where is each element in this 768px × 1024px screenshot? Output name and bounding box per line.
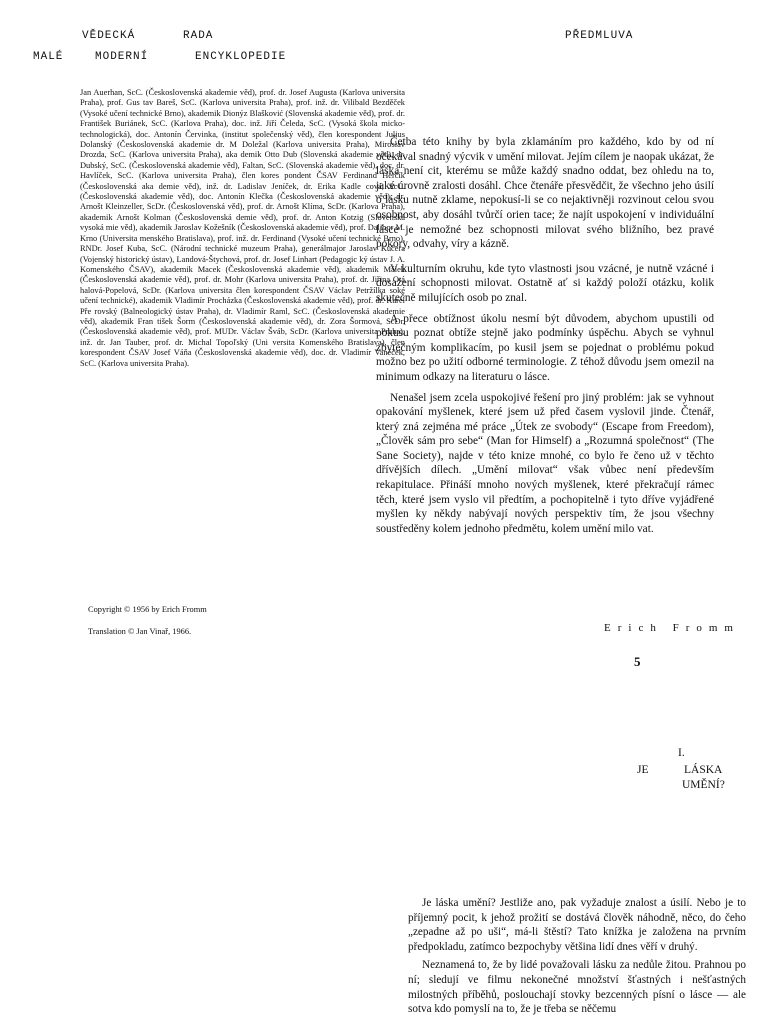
author-signature: Erich Fromm — [604, 622, 740, 634]
preface-paragraph: Četba této knihy by byla zklamáním pro každého, kdo by od ní očekával snadný výcvik v umění milovat. Jejím cílem je naopak ukázat, že láska není cit, kterému se může každý snadno oddat, bez ohledu na to, jaké úrovně zralosti dosáhl. Chce čtenáře přesvědčit, že všechno jeho úsilí o lásku nutně zklame, nepokusí-li se co nejaktivněji rozvinout celou svou osobnost, aby dosáhl tvůrčí orien tace; že najít uspokojení v individuální lásce je nemožné bez schopnosti milovat svého bližního, bez pravé pokory, odvahy, víry a kázně. — [376, 136, 714, 251]
preface-paragraph: A přece obtížnost úkolu nesmí být důvodem, abychom upustili od pokusu poznat obtíže stejně jako podmínky úspěchu. Abych se vyhnul zbytečným komplikacím, po kusil jsem se pojednat o problému pokud možno bez po užití odborné terminologie. Z téhož důvodu jsem omezil na minimum odkazy na literaturu o lásce. — [376, 312, 714, 383]
preface-paragraph: Nenašel jsem zcela uspokojivé řešení pro jiný problém: jak se vyhnout opakování myšlenek, které jsem už před časem vyslovil jinde. Čtenář, který zná zejména mé práce „Útek ze svobody“ (Escape from Freedom), „Člověk sám pro sebe“ (Man for Himself) a „Rozumná společnost“ (The Sane Society), najde v této knize mnohé, co bylo ře čeno už v těchto dřívějších dílech. „Umění milovat“ však vůbec není především rekapitulace. Přináší mnoho nových myšlenek, které překračují rámec těch, které jsem vyslo vil předtím, a pochopitelně i tyto dříve vyjádřené myšlen ky někdy nabývají nových perspektiv tím, že jsou všechny soustředěny kolem jednoho předmětu, kolem umění milo vat. — [376, 391, 714, 535]
chapter-title-umeni: UMĚNÍ? — [682, 779, 725, 791]
copyright-line: Copyright © 1956 by Erich Fromm — [88, 605, 207, 614]
chapter-paragraph: Je láska umění? Jestliže ano, pak vyžaduje znalost a úsilí. Nebo je to příjemný pocit, k jehož prožití se dostává člověk náhodně, něco, do čeho „zepadne až po uši“, má-li štěstí? Tato knížka je založena na prvním předpokladu, zatímco bezpochyby většina lidí dnes věří v druhý. — [408, 897, 746, 953]
chapter-title-je: JE — [637, 764, 649, 776]
chapter-intro-text — [408, 896, 746, 1021]
preface-paragraph: V kulturním okruhu, kde tyto vlastnosti jsou vzácné, je nutně vzácné i dosažení schopnosti milovat. Ostatně ať si každý položí otázku, kolik skutečně milujících osob po znal. — [376, 262, 714, 304]
series-title-encyklopedie: ENCYKLOPEDIE — [195, 51, 287, 63]
series-title-moderni: MODERNÍ — [95, 51, 149, 63]
series-title-male: MALÉ — [33, 51, 64, 63]
series-title-rada: RADA — [183, 30, 214, 42]
chapter-paragraph: Neznamená to, že by lidé považovali lásku za nedůle žitou. Prahnou po ní; sledují ve filmu nekonečné množství šťastných i nešťastných milostných příběhů, poslouchají stovky bezcenných písní o lásce — ale sotva kdo pomyslí na to, že je třeba se něčemu — [408, 959, 746, 1016]
series-title-vedecka: VĚDECKÁ — [82, 30, 136, 42]
preface-text — [376, 135, 714, 546]
chapter-number: I. — [678, 747, 685, 759]
translation-line: Translation © Jan Vinař, 1966. — [88, 627, 192, 636]
section-title: PŘEDMLUVA — [565, 30, 634, 42]
chapter-title-laska: LÁSKA — [684, 764, 723, 776]
page-number: 5 — [634, 654, 641, 669]
editorial-board — [80, 88, 405, 369]
editorial-board-text: Jan Auerhan, ScC. (Československá akademie věd), prof. dr. Josef Augusta (Karlova universita Praha), prof. Gus tav Bareš, ScC. (Karlova universita Praha), prof. inž. dr. Vilibald Bezděček (Vysoké učení technické Brno), akademik Dionýz Blašković (Slovenská akademie věd), prof. dr. František Buriánek, ScC. (Karlova Praha), doc. inž. Jiří Čeleda, ScC. (Vysoká škola micko-technologická), doc. Antonín Červinka, (institut společenský věd), člen korespondent Julius Dolanský (Československá akademie dr. M Doležal (Karlova universita Praha), Miroslav Drozda, ScC. (Karlova universita Praha), aka demik Otto Dub (Slovenská akademie věd), dr. Dubský, ScC. (Československá akademie věd), Faltan, ScC. (Slovenská akademie věd), doc. dr. Havlíček, ScC. (Karlova universita Praha), člen kores pondent ČSAV Ferdinand Herčík (Československá aka demie věd), inž. dr. Ladislav Jeníček, dr. Erika Kadle cová, ScC. (Československá akademie věd), doc. Antonín Klečka (Československá akademie věd), dr. Arnošt Kleinzeller, ScDr. (Československá věd), prof. dr. Arnošt Klíma, ScDr. (Karlova Praha), akademik Arnošt Kolman (Československá demie věd), prof. dr. Anton Kotzig (Slovenská vysoká mie věd), akademik Jaroslav Kožešník (Československá akademie věd), prof. Dalibor M. Krno (Universita menského Bratislava), prof. inž. dr. Ferdinand (Vysoké učení technické Brno), RNDr. Josef Kuba, ScC. (Národní technické muzeum Praha), generálmajor Jaroslav Kučera (Vojenský historický ústav), Landová-Štychová, prof. dr. Josef Linhart (Pedagogic ký ústav J. A. Komenského ČSAV), akademik Macek (Československá akademie věd), akademik Málek (Československá akademie věd), prof. dr. Mohr (Karlova universita Praha), prof. dr. Jiřina Otá halová-Popelová, ScDr. (Karlova universita člen korespondent ČSAV Václav Petržílka soké učení technické), akademik Vladimír Procházka (Československá akademie věd), prof. dr. Karel Pře rovský (Balneologický ústav Praha), dr. Vladimír Raml, ScC. (Československá akademie věd), akademik Fran tišek Šorm (Československá akademie věd), dr. Zora Šormová, ScDr. (Československá akademie věd), prof. MUDr. Václav Šváb, ScDr. (Karlova universita Praha), inž. dr. Jan Tauber, prof. dr. Michal Topoľský (Uni versita Komenského Bratislava), člen korespondent ČSAV Josef Váňa (Československá akademie věd), doc. dr. Vladimír Vaněček, ScC. (Karlova universita Praha). — [80, 88, 405, 368]
